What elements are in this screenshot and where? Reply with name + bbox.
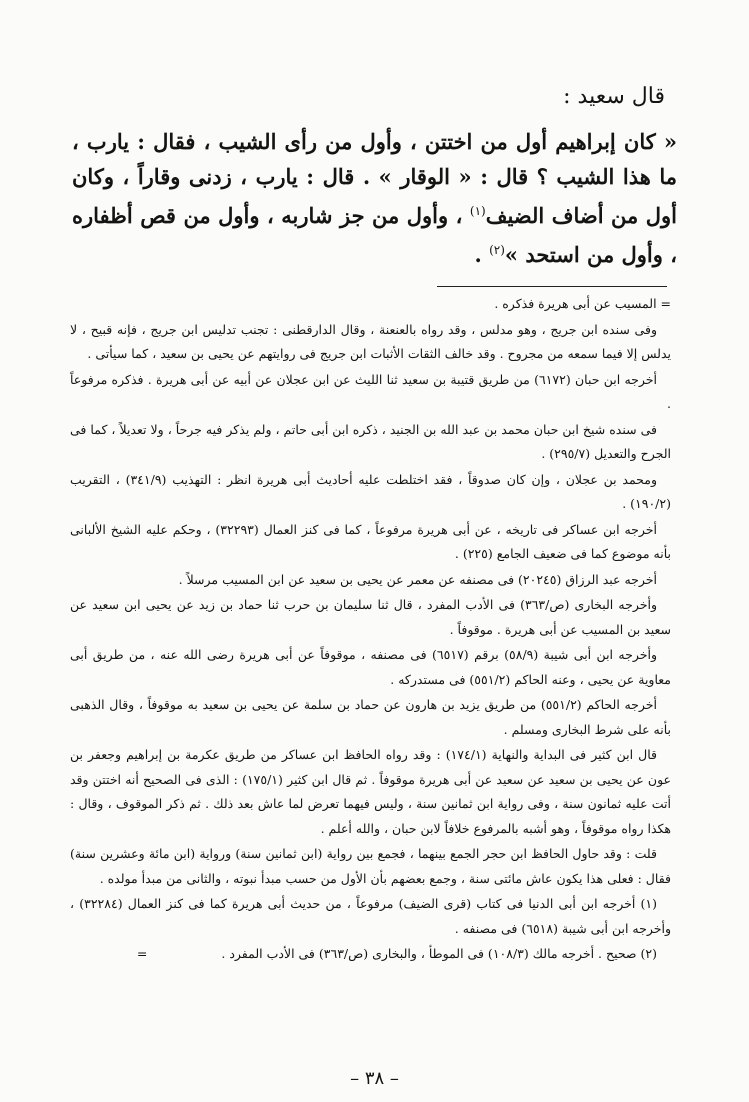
- note-paragraph: قلت : وقد حاول الحافظ ابن حجر الجمع بينهما ، فجمع بين رواية (ابن ثمانين سنة) ورواية (ابن مائة وعشرين سنة) فقال : فعلى هذا يكون عاش مائتى سنة ، وجمع بعضهم بأن الأول من حسب مبدأ نبوته ، والثانى من مبدأ مولده .: [70, 846, 671, 886]
- note-paragraph: فى سنده شيخ ابن حبان محمد بن عبد الله بن الجنيد ، ذكره ابن أبى حاتم ، ولم يذكر فيه جرحاً ، ولا تعديلاً ، كما فى الجرح والتعديل (٢٩٥/٧) .: [70, 421, 671, 461]
- section-heading: قال سعيد :: [563, 84, 665, 109]
- footnote-2-text: (٢) صحيح . أخرجه مالك (١٠٨/٣) فى الموطأ ، والبخارى (ص/٣٦٣) فى الأدب المفرد .: [221, 946, 657, 961]
- footnote-ref-1[interactable]: (١): [469, 204, 486, 218]
- main-text: [72, 80, 677, 272]
- quote-part-1: « كان إبراهيم أول من اختتن ، وأول من رأى الشيب ، فقال : يارب ، ما هذا الشيب ؟ قال : « الوقار » . قال : يارب ، زدنى وقاراً ، وكان أول من أضاف الضيف: [72, 129, 677, 228]
- note-paragraph: ومحمد بن عجلان ، وإن كان صدوقاً ، فقد اختلطت عليه أحاديث أبى هريرة انظر : التهذيب (٣٤١/٩) ، التقريب (١٩٠/٢) .: [70, 471, 671, 511]
- note-paragraph: وأخرجه ابن أبى شيبة (٥٨/٩) برقم (٦٥١٧) فى مصنفه ، موقوفاً عن أبى هريرة رضى الله عنه ، من طريق أبى معاوية عن يحيى ، وعنه الحاكم (٥٥١/٢) فى مستدركه .: [70, 647, 671, 687]
- quote-part-2: ، وأول من جز شاربه ، وأول من قص أظفاره ، وأول من استحد »: [72, 203, 677, 267]
- continuation-mark: =: [136, 946, 148, 961]
- footnote-ref-2[interactable]: (٢): [489, 243, 505, 257]
- note-paragraph: أخرجه ابن عساكر فى تاريخه ، عن أبى هريرة مرفوعاً ، كما فى كنز العمال (٣٢٢٩٣) ، وحكم عليه الشيخ الألبانى بأنه موضوع كما فى ضعيف الجامع (٢٢٥) .: [70, 521, 671, 561]
- note-paragraph: قال ابن كثير فى البداية والنهاية (١٧٤/١) : وقد رواه الحافظ ابن عساكر من طريق عكرمة بن إبراهيم وجعفر بن عون عن يحيى بن سعيد عن سعيد عن أبى هريرة موقوفاً . ثم قال ابن كثير (١٧٥/١) : الذى فى الصحيح أنه اختتن وقد أتت عليه ثمانون سنة ، وفى رواية ابن ثمانين سنة ، وليس فيهما تعرض لما عاش بعد ذلك . ثم ذكر الموقوف ، وقال : هكذا رواه موقوفاً ، وهو أشبه بالمرفوع خلافاً لابن حبان ، والله أعلم .: [70, 747, 671, 836]
- note-paragraph: أخرجه ابن حبان (٦١٧٢) من طريق قتيبة بن سعيد ثنا الليث عن ابن عجلان عن أبيه عن أبى هريرة . فذكره مرفوعاً .: [70, 371, 671, 411]
- footnote-1: (١) أخرجه ابن أبى الدنيا فى كتاب (قرى الضيف) مرفوعاً ، من حديث أبى هريرة كما فى كنز العمال (٣٢٢٨٤) ، وأخرجه ابن أبى شيبة (٦٥١٨) فى مصنفه .: [70, 896, 671, 936]
- quote-part-3: .: [474, 242, 490, 267]
- footnotes-section: [70, 292, 671, 968]
- footnote-divider: [437, 286, 667, 287]
- footnote-2: [70, 942, 671, 967]
- note-paragraph: أخرجه عبد الرزاق (٢٠٢٤٥) فى مصنفه عن معمر عن يحيى بن سعيد عن ابن المسيب مرسلاً .: [178, 571, 657, 587]
- page-number: – ٣٨ –: [350, 1068, 399, 1089]
- note-paragraph: وأخرجه البخارى (ص/٣٦٣) فى الأدب المفرد ، قال ثنا سليمان بن حرب ثنا حماد بن زيد عن يحيى ابن سعيد عن سعيد بن المسيب عن أبى هريرة . موقوفاً .: [70, 597, 671, 637]
- note-paragraph: وفى سنده ابن جريج ، وهو مدلس ، وقد رواه بالعنعنة ، وقال الدارقطنى : تجنب تدليس ابن جريج ، فإنه قبيح ، لا يدلس إلا فيما سمعه من مجروح . وقد خالف الثقات الأثبات ابن جريج فى روايتهم عن يحيى بن سعيد ، كما سيأتى .: [70, 321, 671, 361]
- note-paragraph: = المسيب عن أبى هريرة فذكره .: [494, 296, 671, 311]
- hadith-quote: [72, 124, 677, 272]
- note-paragraph: أخرجه الحاكم (٥٥١/٢) من طريق يزيد بن هارون عن حماد بن سلمة عن يحيى بن سعيد به موقوفاً ، وقال الذهبى بأنه على شرط البخارى ومسلم .: [70, 697, 671, 737]
